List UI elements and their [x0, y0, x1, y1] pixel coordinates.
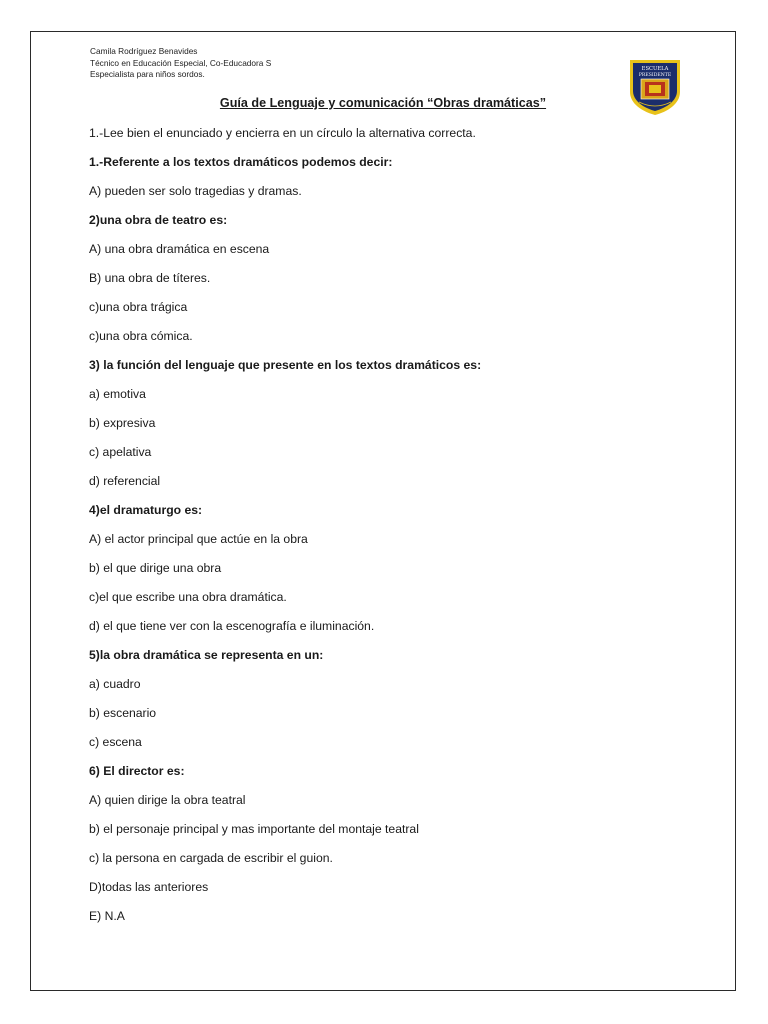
author-specialty: Especialista para niños sordos. [90, 69, 205, 79]
answer-option: B) una obra de títeres. [89, 271, 211, 285]
answer-option: E) N.A [89, 909, 125, 923]
answer-option: A) una obra dramática en escena [89, 242, 270, 256]
document-page [30, 31, 736, 991]
question-heading: 6) El director es: [89, 764, 185, 778]
answer-option: c) la persona en cargada de escribir el guion. [89, 851, 333, 865]
document-title: Guía de Lenguaje y comunicación “Obras dramáticas” [219, 96, 547, 110]
author-name: Camila Rodríguez Benavides [90, 46, 198, 56]
crest-text-1: ESCUELA [641, 66, 669, 72]
question-list [89, 154, 709, 937]
document-body [89, 125, 709, 937]
crest-text-2: PRESIDENTE [638, 73, 672, 78]
answer-option: c)el que escribe una obra dramática. [89, 590, 287, 604]
answer-option: b) escenario [89, 706, 157, 720]
answer-option: b) expresiva [89, 416, 156, 430]
answer-option: A) el actor principal que actúe en la obra [89, 532, 308, 546]
answer-option: c)una obra cómica. [89, 329, 193, 343]
answer-option: A) quien dirige la obra teatral [89, 793, 246, 807]
answer-option: c) escena [89, 735, 142, 749]
answer-option: d) referencial [89, 474, 161, 488]
question-heading: 2)una obra de teatro es: [89, 213, 228, 227]
answer-option: A) pueden ser solo tragedias y dramas. [89, 184, 302, 198]
question-heading: 5)la obra dramática se representa en un: [89, 648, 324, 662]
answer-option: D)todas las anteriores [89, 880, 209, 894]
question-heading: 1.-Referente a los textos dramáticos podemos decir: [89, 155, 393, 169]
answer-option: b) el personaje principal y mas importante del montaje teatral [89, 822, 419, 836]
author-role: Técnico en Educación Especial, Co-Educadora S [90, 57, 272, 68]
question-heading: 3) la función del lenguaje que presente en los textos dramáticos es: [89, 358, 482, 372]
answer-option: a) emotiva [89, 387, 146, 401]
answer-option: a) cuadro [89, 677, 141, 691]
instruction-text: 1.-Lee bien el enunciado y encierra en un círculo la alternativa correcta. [89, 126, 476, 140]
author-header [90, 46, 271, 81]
answer-option: c)una obra trágica [89, 300, 188, 314]
answer-option: b) el que dirige una obra [89, 561, 222, 575]
answer-option: d) el que tiene ver con la escenografía e iluminación. [89, 619, 375, 633]
answer-option: c) apelativa [89, 445, 152, 459]
question-heading: 4)el dramaturgo es: [89, 503, 203, 517]
